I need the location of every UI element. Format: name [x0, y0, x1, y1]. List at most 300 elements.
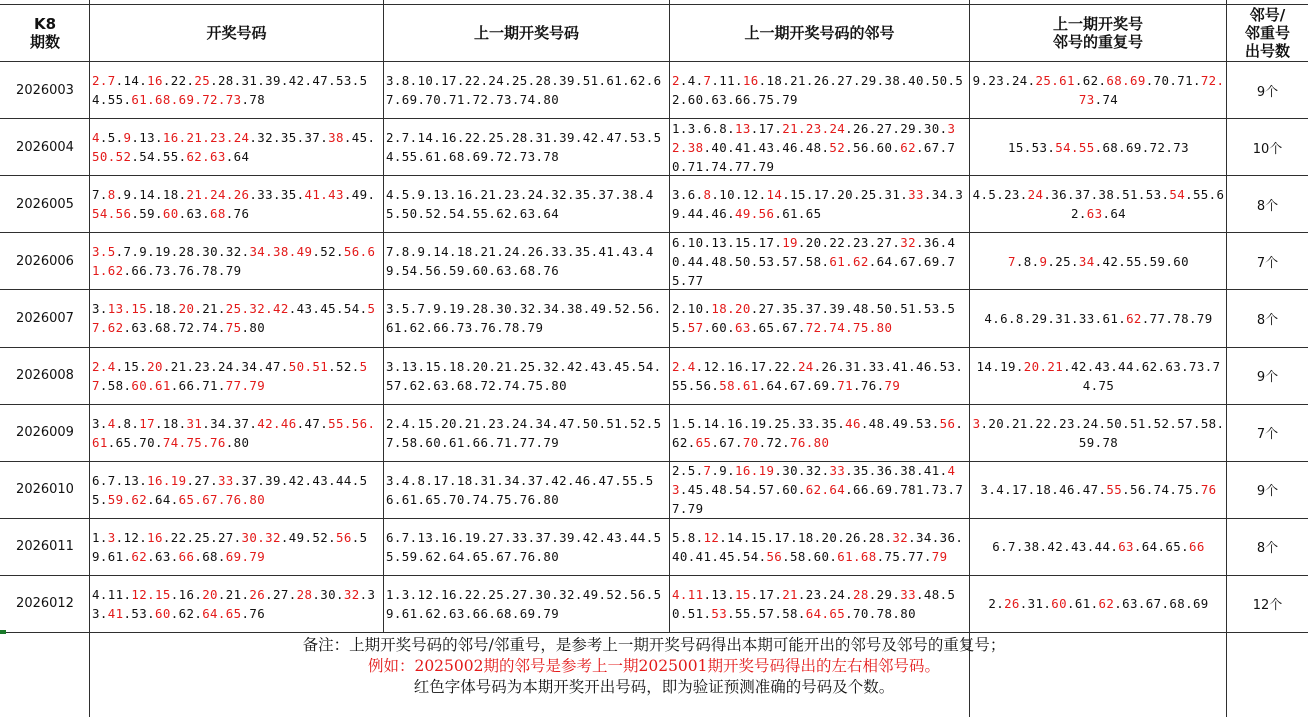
number-separator: . — [853, 548, 861, 564]
number-separator: . — [527, 586, 536, 602]
number-item: 50 — [931, 73, 948, 89]
number-item: 8 — [123, 415, 132, 431]
number-item: 56 — [758, 206, 775, 222]
number-item: 48 — [923, 586, 940, 602]
number-separator: . — [519, 244, 528, 260]
number-separator: . — [1145, 482, 1154, 498]
number-item: 73 — [1078, 92, 1095, 108]
number-separator: . — [1063, 539, 1071, 555]
number-separator: . — [598, 73, 607, 89]
number-item: 79 — [249, 548, 266, 564]
number-item: 13 — [735, 120, 751, 136]
number-item: 20 — [837, 187, 854, 203]
number-separator: . — [727, 463, 735, 479]
number-item: 66 — [433, 320, 449, 336]
number-item: 18 — [448, 358, 465, 374]
number-item: 25 — [488, 586, 505, 602]
number-item: 65 — [758, 320, 775, 336]
number-item: 55 — [328, 415, 344, 431]
number-list — [386, 128, 668, 166]
number-item: 14 — [417, 130, 434, 146]
number-item: 37 — [598, 187, 615, 203]
number-item: 57 — [782, 253, 798, 269]
number-separator: . — [417, 491, 426, 507]
number-separator: . — [939, 120, 948, 136]
number-item: 73 — [225, 92, 242, 108]
number-separator: . — [805, 434, 814, 450]
number-separator: . — [464, 263, 473, 279]
number-item: 25 — [860, 187, 877, 203]
number-separator: . — [980, 187, 989, 203]
number-separator: . — [614, 187, 623, 203]
number-separator: . — [393, 244, 402, 260]
number-item: 54 — [1055, 139, 1071, 155]
number-separator: . — [703, 234, 712, 250]
number-separator: . — [797, 586, 806, 602]
number-separator: . — [574, 529, 583, 545]
number-item: 18 — [162, 415, 179, 431]
number-item: 34 — [210, 415, 226, 431]
number-separator: . — [1067, 187, 1075, 203]
number-separator: . — [679, 482, 688, 498]
number-item: 43 — [1070, 539, 1087, 555]
header-draw — [90, 5, 383, 61]
number-separator: . — [154, 130, 163, 146]
number-separator: . — [703, 301, 712, 317]
number-item: 63 — [186, 206, 203, 222]
number-separator: . — [162, 472, 171, 488]
number-item: 16 — [441, 529, 457, 545]
number-item: 4 — [107, 415, 116, 431]
number-item: 74 — [829, 320, 846, 336]
number-item: 7 — [703, 73, 712, 89]
number-item: 20 — [147, 358, 163, 374]
number-separator: . — [614, 244, 623, 260]
number-separator: . — [679, 605, 688, 621]
number-separator: . — [1118, 310, 1127, 326]
number-separator: . — [488, 263, 497, 279]
number-item: 63 — [1086, 206, 1103, 222]
number-separator: . — [393, 358, 402, 374]
number-item: 20 — [821, 529, 838, 545]
number-item: 75 — [496, 491, 512, 507]
number-item: 20 — [988, 415, 1005, 431]
number-item: 14 — [976, 358, 993, 374]
number-item: 42 — [257, 415, 274, 431]
number-item: 64 — [766, 377, 783, 393]
number-separator: . — [1133, 539, 1142, 555]
number-item: 6 — [687, 187, 696, 203]
number-item: 66 — [131, 263, 148, 279]
number-item: 66 — [472, 605, 489, 621]
number-item: 43 — [328, 187, 344, 203]
number-item: 21 — [225, 586, 242, 602]
number-item: 57 — [1177, 415, 1193, 431]
number-item: 32 — [249, 301, 266, 317]
number-item: 12 — [131, 586, 148, 602]
number-separator: . — [750, 139, 759, 155]
number-item: 56 — [343, 244, 360, 260]
number-separator: . — [606, 358, 615, 374]
number-item: 6 — [992, 539, 1001, 555]
number-separator: . — [923, 482, 932, 498]
number-item: 2 — [988, 596, 997, 612]
number-item: 50 — [288, 358, 305, 374]
number-item: 62 — [131, 491, 148, 507]
repeat-numbers-cell — [970, 290, 1226, 346]
number-item: 69 — [813, 377, 830, 393]
number-separator: . — [202, 415, 211, 431]
number-item: 41 — [304, 187, 321, 203]
number-separator: . — [154, 206, 163, 222]
number-item: 39 — [559, 529, 575, 545]
number-item: 52 — [115, 149, 132, 165]
number-item: 17 — [433, 472, 449, 488]
number-item: 32 — [265, 529, 281, 545]
number-item: 37 — [805, 301, 822, 317]
number-separator: . — [186, 529, 195, 545]
number-separator: . — [480, 415, 489, 431]
number-item: 61 — [829, 253, 846, 269]
number-item: 75 — [1177, 482, 1193, 498]
number-item: 43 — [312, 472, 329, 488]
number-separator: . — [845, 234, 854, 250]
number-item: 56 — [351, 415, 368, 431]
number-item: 21 — [782, 586, 798, 602]
number-item: 68 — [860, 548, 877, 564]
number-item: 48 — [868, 415, 885, 431]
number-separator: . — [892, 120, 901, 136]
number-separator: . — [829, 377, 838, 393]
draw-numbers-cell — [90, 519, 383, 575]
number-item: 31 — [535, 130, 552, 146]
number-item: 64 — [829, 482, 846, 498]
number-separator: . — [1090, 377, 1099, 393]
number-item: 55 — [472, 206, 489, 222]
number-separator: . — [296, 130, 305, 146]
number-item: 70 — [742, 434, 759, 450]
number-item: 45 — [614, 358, 630, 374]
number-item: 31 — [480, 472, 497, 488]
number-separator: . — [703, 482, 712, 498]
number-item: 32 — [900, 234, 916, 250]
number-list — [672, 185, 968, 223]
number-separator: . — [170, 548, 179, 564]
number-item: 43 — [622, 244, 638, 260]
number-item: 77 — [519, 434, 536, 450]
number-item: 15 — [790, 187, 806, 203]
number-separator: . — [774, 206, 783, 222]
number-separator: . — [567, 244, 575, 260]
number-separator: . — [1185, 596, 1193, 612]
number-item: 27 — [194, 472, 211, 488]
number-separator: . — [734, 377, 743, 393]
number-separator: . — [217, 548, 226, 564]
number-item: 49 — [892, 415, 909, 431]
number-separator: . — [472, 244, 481, 260]
number-item: 15 — [734, 586, 751, 602]
number-item: 8 — [703, 187, 712, 203]
number-separator: . — [511, 301, 520, 317]
number-separator: . — [535, 434, 544, 450]
number-item: 62 — [186, 149, 203, 165]
number-item: 27 — [837, 73, 854, 89]
number-separator: . — [551, 415, 560, 431]
number-separator: . — [645, 415, 654, 431]
number-item: 60 — [1173, 253, 1190, 269]
number-separator: . — [679, 586, 688, 602]
number-item: 30 — [496, 301, 512, 317]
number-separator: . — [1015, 539, 1024, 555]
number-separator: . — [727, 605, 735, 621]
number-item: 2 — [672, 463, 680, 479]
number-separator: . — [551, 529, 560, 545]
number-separator: . — [488, 434, 497, 450]
number-separator: . — [441, 358, 449, 374]
number-separator: . — [750, 301, 759, 317]
number-separator: . — [425, 472, 434, 488]
number-separator: . — [1189, 310, 1197, 326]
number-item: 10 — [687, 301, 704, 317]
number-item: 61 — [107, 548, 124, 564]
number-item: 47 — [606, 130, 623, 146]
number-item: 12 — [703, 529, 720, 545]
header-repeats — [970, 5, 1226, 61]
number-separator: . — [393, 92, 402, 108]
number-item: 62 — [1082, 73, 1099, 89]
number-list — [92, 471, 382, 509]
number-separator: . — [1015, 358, 1024, 374]
number-item: 23 — [1004, 187, 1020, 203]
period-cell: 2026005 — [16, 196, 74, 212]
number-separator: . — [805, 187, 814, 203]
number-separator: . — [1023, 139, 1032, 155]
number-separator: . — [653, 301, 662, 317]
number-item: 14 — [433, 244, 449, 260]
number-separator: . — [464, 491, 473, 507]
number-item: 79 — [249, 377, 266, 393]
number-item: 74 — [472, 491, 489, 507]
number-item: 69 — [923, 253, 940, 269]
number-separator: . — [257, 472, 266, 488]
number-item: 69 — [225, 548, 242, 564]
number-item: 781 — [900, 482, 924, 498]
number-separator: . — [892, 234, 901, 250]
number-item: 7 — [401, 529, 410, 545]
header-prev — [384, 5, 669, 61]
number-item: 66 — [1189, 539, 1205, 555]
number-item: 55 — [401, 149, 418, 165]
number-list — [386, 357, 668, 395]
number-item: 41 — [892, 358, 909, 374]
number-item: 56 — [1129, 482, 1146, 498]
number-separator: . — [225, 149, 234, 165]
number-separator: . — [265, 586, 274, 602]
number-item: 59 — [401, 548, 418, 564]
number-item: 35 — [280, 130, 297, 146]
number-separator: . — [727, 301, 735, 317]
number-item: 61 — [606, 73, 623, 89]
number-separator: . — [351, 358, 360, 374]
hit-count-cell: 8个 — [1256, 541, 1279, 557]
number-separator: . — [766, 358, 775, 374]
number-item: 60 — [711, 320, 728, 336]
number-item: 20 — [472, 358, 489, 374]
number-item: 56 — [335, 529, 352, 545]
number-separator: . — [551, 130, 560, 146]
number-list — [672, 299, 968, 337]
number-separator: . — [210, 472, 218, 488]
number-separator: . — [393, 472, 402, 488]
number-separator: . — [409, 187, 418, 203]
number-separator: . — [401, 377, 410, 393]
number-separator: . — [679, 187, 688, 203]
number-separator: . — [241, 301, 250, 317]
number-separator: . — [162, 73, 171, 89]
hit-count-cell: 7个 — [1256, 427, 1279, 443]
number-item: 26 — [233, 187, 250, 203]
number-separator: . — [194, 605, 203, 621]
number-item: 69 — [1192, 596, 1209, 612]
number-item: 16 — [735, 463, 751, 479]
number-separator: . — [774, 320, 783, 336]
number-separator: . — [217, 377, 226, 393]
number-item: 73 — [1189, 358, 1205, 374]
number-item: 11 — [107, 586, 124, 602]
number-item: 16 — [178, 586, 195, 602]
number-separator: . — [1047, 253, 1056, 269]
number-separator: . — [679, 415, 688, 431]
number-item: 17 — [750, 358, 767, 374]
number-item: 62 — [107, 320, 124, 336]
number-item: 34 — [543, 301, 560, 317]
number-separator: . — [797, 320, 806, 336]
number-separator: . — [488, 206, 497, 222]
number-item: 4 — [401, 472, 410, 488]
number-item: 56 — [939, 415, 956, 431]
number-item: 35 — [574, 187, 591, 203]
number-item: 15 — [417, 415, 434, 431]
number-separator: . — [679, 253, 688, 269]
number-item: 70 — [448, 491, 465, 507]
number-item: 51 — [900, 301, 916, 317]
number-separator: . — [1145, 415, 1154, 431]
number-item: 17 — [758, 586, 775, 602]
number-item: 59 — [92, 529, 368, 564]
number-item: 7 — [123, 244, 132, 260]
number-item: 69 — [401, 92, 418, 108]
number-separator: . — [758, 434, 767, 450]
number-item: 33 — [1078, 310, 1095, 326]
number-separator: . — [797, 206, 806, 222]
number-separator: . — [488, 149, 497, 165]
number-separator: . — [695, 463, 704, 479]
number-separator: . — [711, 187, 720, 203]
number-item: 42 — [1047, 539, 1064, 555]
number-separator: . — [535, 92, 544, 108]
number-item: 39 — [265, 73, 281, 89]
number-item: 8 — [107, 187, 116, 203]
hit-count-cell: 10个 — [1252, 141, 1283, 157]
number-separator: . — [194, 491, 203, 507]
number-separator: . — [225, 434, 234, 450]
number-item: 46 — [280, 415, 297, 431]
number-item: 24 — [1011, 73, 1028, 89]
number-list — [672, 119, 968, 175]
number-item: 49 — [590, 301, 607, 317]
number-separator: . — [1094, 92, 1103, 108]
number-separator: . — [1027, 73, 1036, 89]
draw-numbers-cell — [90, 462, 383, 518]
number-item: 38 — [1023, 539, 1040, 555]
number-separator: . — [527, 415, 536, 431]
number-item: 7 — [401, 130, 410, 146]
number-item: 62 — [425, 548, 442, 564]
number-separator: . — [527, 130, 536, 146]
number-separator: . — [367, 187, 376, 203]
number-item: 66 — [178, 377, 195, 393]
number-separator: . — [884, 358, 893, 374]
number-separator: . — [1094, 253, 1103, 269]
number-item: 65 — [805, 206, 822, 222]
number-separator: . — [217, 92, 226, 108]
number-item: 66 — [734, 92, 751, 108]
number-item: 75 — [186, 434, 203, 450]
number-separator: . — [535, 206, 544, 222]
number-item: 21 — [1047, 358, 1064, 374]
number-separator: . — [154, 187, 163, 203]
number-separator: . — [351, 472, 360, 488]
number-list — [386, 414, 668, 452]
number-separator: . — [147, 605, 155, 621]
repeat-numbers-cell — [970, 576, 1226, 632]
number-separator: . — [797, 463, 806, 479]
number-separator: . — [393, 415, 402, 431]
number-list — [672, 528, 968, 566]
number-separator: . — [115, 130, 124, 146]
number-separator: . — [241, 244, 250, 260]
number-item: 4 — [107, 358, 116, 374]
number-separator: . — [1031, 253, 1040, 269]
number-item: 37 — [233, 415, 250, 431]
number-separator: . — [1169, 415, 1178, 431]
number-item: 62 — [900, 139, 916, 155]
number-separator: . — [1102, 206, 1111, 222]
number-list — [386, 585, 668, 623]
number-separator: . — [915, 139, 924, 155]
number-item: 58 — [805, 253, 822, 269]
prev-numbers-cell — [384, 405, 669, 461]
number-separator: . — [99, 301, 108, 317]
number-separator: . — [241, 586, 250, 602]
number-item: 56 — [853, 139, 869, 155]
number-item: 61 — [131, 92, 148, 108]
number-item: 52 — [312, 529, 329, 545]
number-item: 64 — [876, 253, 893, 269]
number-separator: . — [210, 529, 218, 545]
number-separator: . — [916, 120, 924, 136]
number-item: 79 — [225, 263, 242, 279]
number-item: 33 — [797, 415, 814, 431]
number-item: 1 — [672, 120, 680, 136]
number-item: 15 — [750, 529, 767, 545]
number-separator: . — [679, 463, 688, 479]
prev-numbers-cell — [384, 290, 669, 346]
number-item: 55 — [1192, 187, 1209, 203]
number-item: 58 — [107, 377, 124, 393]
number-separator: . — [868, 139, 877, 155]
number-item: 4 — [984, 310, 993, 326]
